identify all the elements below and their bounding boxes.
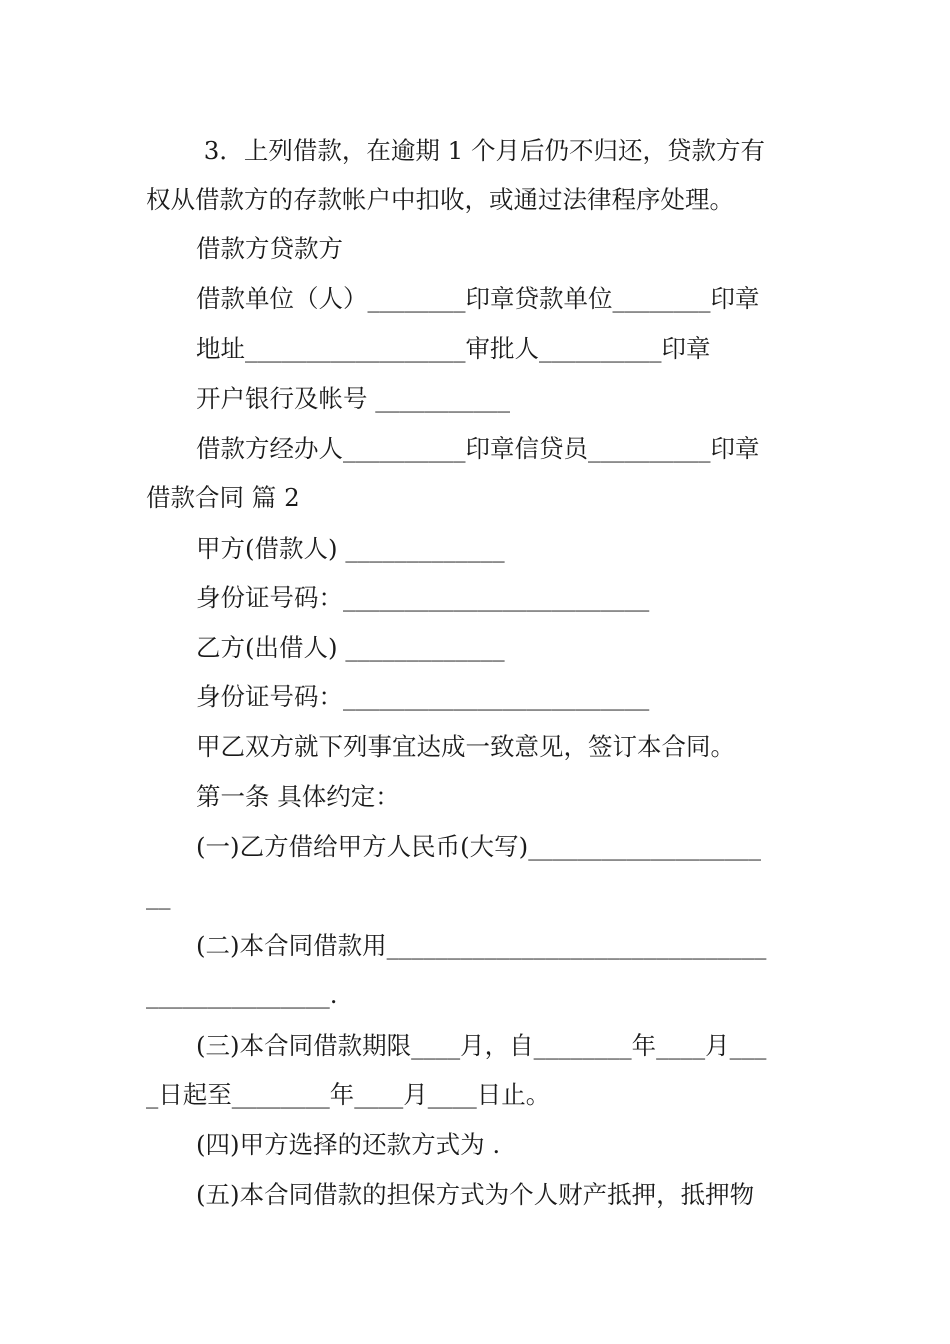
clause-3-line-2: 权从借款方的存款帐户中扣收，或通过法律程序处理。 [146, 185, 734, 214]
borrower-unit-line: 借款单位（人）________印章贷款单位________印章 [196, 284, 760, 313]
item-4-line: (四)甲方选择的还款方式为 . [196, 1130, 501, 1159]
article-1-heading: 第一条 具体约定： [196, 782, 400, 811]
agreement-statement: 甲乙双方就下列事宜达成一致意见，签订本合同。 [196, 732, 735, 761]
clause-3-line-1: 3．上列借款，在逾期 1 个月后仍不归还，贷款方有 [196, 136, 766, 165]
item-1-line-2: __ [146, 881, 171, 910]
handler-line: 借款方经办人__________印章信贷员__________印章 [196, 434, 760, 463]
signature-header: 借款方贷款方 [196, 234, 343, 263]
item-2-line-2: _______________. [146, 980, 338, 1009]
section-title: 借款合同 篇 2 [146, 483, 300, 512]
item-2-line-1: (二)本合同借款用_______________________________ [196, 931, 767, 960]
party-a-id-line: 身份证号码：_________________________ [196, 583, 650, 612]
party-b-line: 乙方(出借人) _____________ [196, 633, 505, 662]
item-3-line-1: (三)本合同借款期限____月，自________年____月___ [196, 1031, 767, 1060]
item-5-line-1: (五)本合同借款的担保方式为个人财产抵押，抵押物 [196, 1180, 755, 1209]
party-a-line: 甲方(借款人) _____________ [196, 534, 505, 563]
party-b-id-line: 身份证号码：_________________________ [196, 682, 650, 711]
address-line: 地址__________________审批人__________印章 [196, 334, 711, 363]
bank-account-line: 开户银行及帐号 ___________ [196, 384, 511, 413]
item-3-line-2: _日起至________年____月____日止。 [146, 1080, 551, 1109]
item-1-line-1: (一)乙方借给甲方人民币(大写)___________________ [196, 832, 761, 861]
